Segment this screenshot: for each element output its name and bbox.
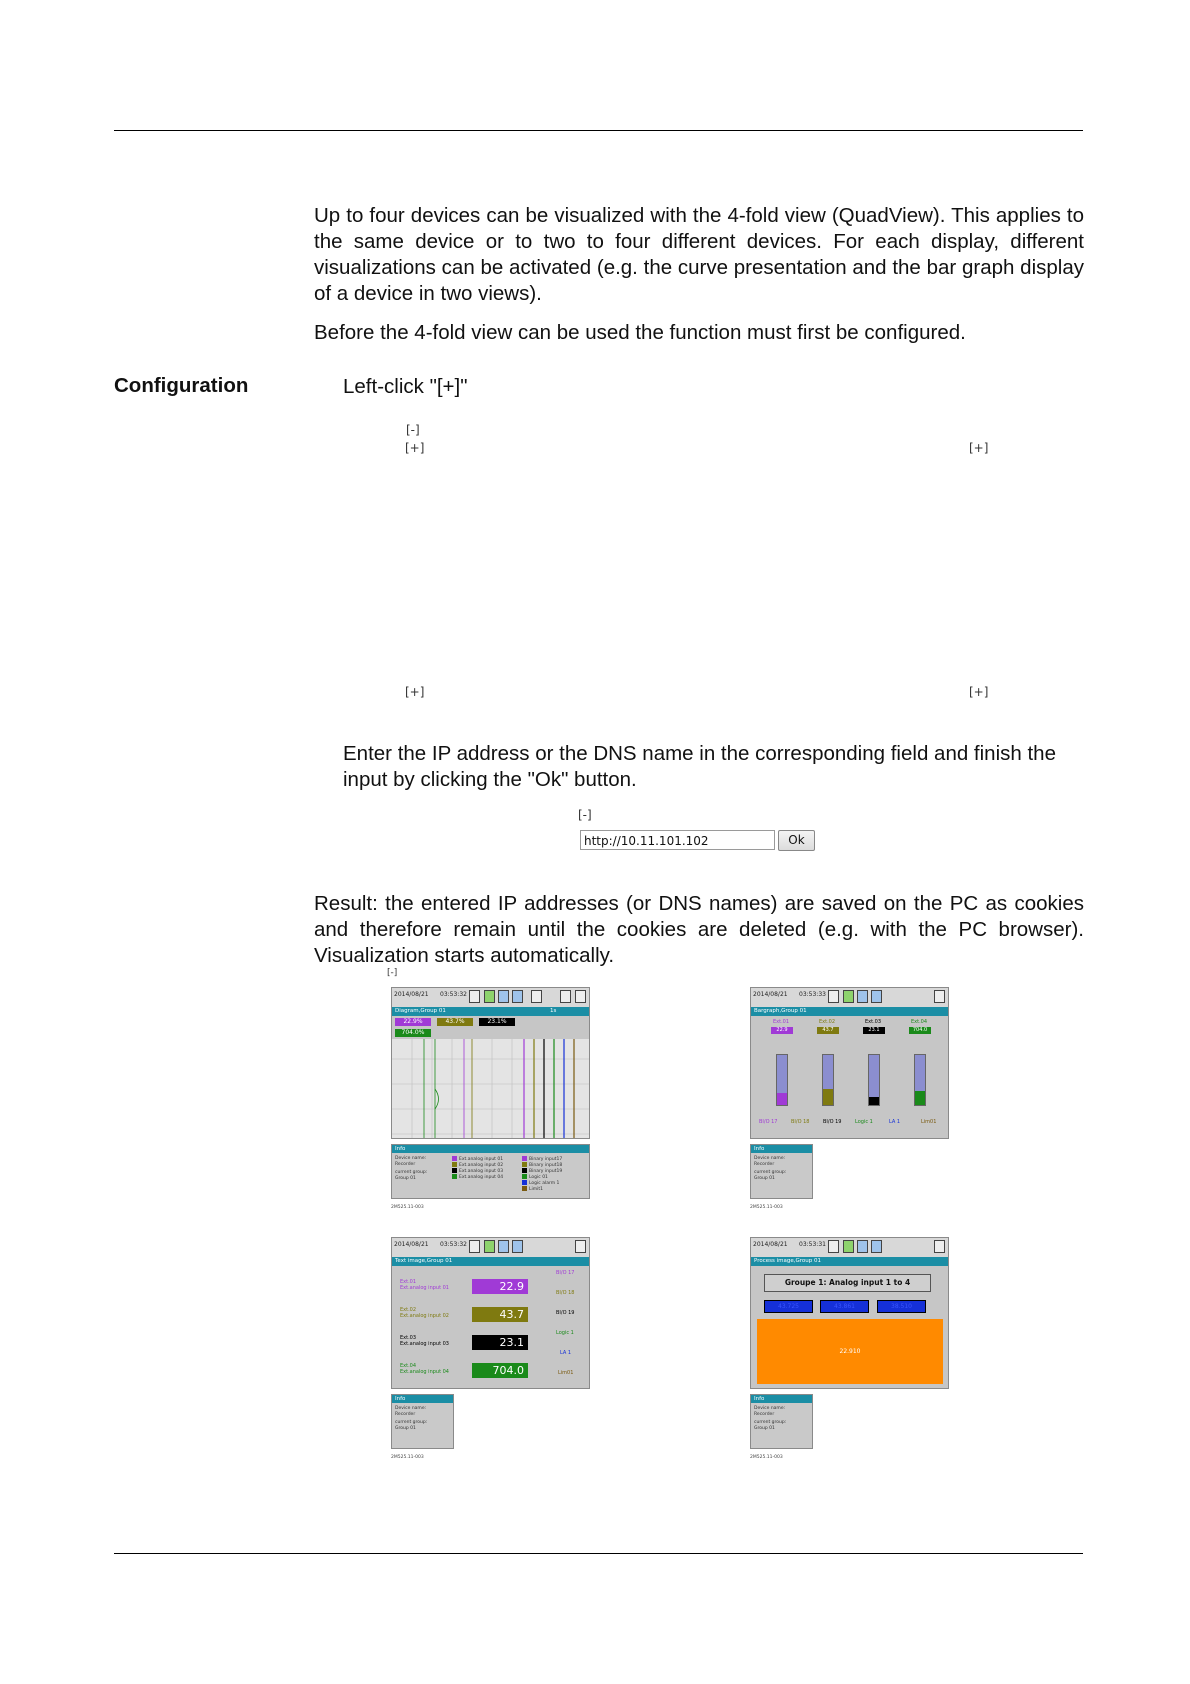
history-icon[interactable]	[531, 990, 542, 1003]
display-icon[interactable]	[857, 990, 868, 1003]
footer-rule	[114, 1553, 1083, 1554]
group-icon[interactable]	[871, 1240, 882, 1253]
bargraph-screen: 2014/08/21 03:53:33 Bargraph,Group 01 Ext.01 Ext.02 Ext.03 Ext.04 22.9 43.7 23.1 704.0 BI/O 17 BI/O 18 BI/O 19 Logic 1 LA 1 Lim01	[750, 987, 949, 1139]
diagram-value-4: 704.0%	[395, 1029, 431, 1037]
diagram-value-3: 23.1%	[479, 1018, 515, 1026]
text-value-2: 43.7	[472, 1307, 528, 1322]
text-value-4: 704.0	[472, 1363, 528, 1378]
text-image-footer: 2M525.11-003	[391, 1455, 424, 1460]
text-image-info: Info Device name: Recorder current group: Group 01	[391, 1394, 454, 1449]
panel-bargraph	[750, 987, 950, 1212]
alarm-icon[interactable]	[843, 990, 854, 1003]
text-image-toolbar: 2014/08/21 03:53:32	[392, 1238, 589, 1258]
group-icon[interactable]	[512, 1240, 523, 1253]
panel-diagram	[391, 987, 591, 1212]
add-view-top-right[interactable]: [+]	[969, 441, 989, 455]
group-icon[interactable]	[512, 990, 523, 1003]
text-image-screen: 2014/08/21 03:53:32 Text image,Group 01 Ext.01 Ext.analog input 01 Ext.02 Ext.analog input 02 Ext.03 Ext.analog input 03 Ext.04 Ext.analog input 04 22.9 43.7 23.1 704.0 BI/O 17 BI/O 18 BI/O 19 Logic 1 LA 1 Lim01	[391, 1237, 590, 1389]
diagram-footer: 2M525.11-003	[391, 1205, 424, 1210]
diagram-toolbar	[392, 988, 589, 1008]
process-image-toolbar: 2014/08/21 03:53:31	[751, 1238, 948, 1258]
bargraph-toolbar: 2014/08/21 03:53:33	[751, 988, 948, 1008]
memory-icon[interactable]	[828, 990, 839, 1003]
panel-process-image	[750, 1237, 950, 1462]
display-icon[interactable]	[498, 1240, 509, 1253]
group-next-icon[interactable]	[575, 990, 586, 1003]
add-view-bottom-left[interactable]: [+]	[405, 685, 425, 699]
diagram-info: Info Device name: Recorder current group: Group 01 Ext.analog input 01 Ext.analog input 02 Ext.analog input 03 Ext.analog input 04 Binary input17 Binary input18 Binary input19 Logic 01 Logic alarm 1 Limit1	[391, 1144, 590, 1199]
process-image-title: Process image,Group 01	[751, 1257, 948, 1266]
process-box-2: 43.861	[820, 1300, 869, 1313]
bargraph-info: Info Device name: Recorder current group: Group 01	[750, 1144, 813, 1199]
process-group-label: Groupe 1: Analog input 1 to 4	[764, 1274, 931, 1292]
display-icon[interactable]	[857, 1240, 868, 1253]
header-rule	[114, 130, 1083, 131]
memory-icon[interactable]	[828, 1240, 839, 1253]
step-enter-ip: Enter the IP address or the DNS name in the corresponding field and finish the input by clicking the "Ok" button.	[343, 742, 1056, 791]
process-orange-area: 22.910	[757, 1319, 943, 1384]
text-value-1: 22.9	[472, 1279, 528, 1294]
diagram-screen	[391, 987, 590, 1139]
text-value-3: 23.1	[472, 1335, 528, 1350]
configuration-heading: Configuration	[114, 374, 249, 397]
alarm-icon[interactable]	[843, 1240, 854, 1253]
diagram-plot	[392, 1039, 589, 1138]
process-box-1: 43.725	[764, 1300, 813, 1313]
panel-text-image	[391, 1237, 591, 1462]
group-next-icon[interactable]	[575, 1240, 586, 1253]
text-image-title: Text image,Group 01	[392, 1257, 589, 1266]
intro-paragraph-2: Before the 4-fold view can be used the function must first be configured.	[314, 321, 966, 344]
memory-icon[interactable]	[469, 1240, 480, 1253]
alarm-icon[interactable]	[484, 1240, 495, 1253]
quadview-collapse-toggle[interactable]: [-]	[387, 968, 398, 978]
step-left-click: Left-click "[+]"	[343, 375, 468, 398]
collapse-toggle[interactable]: [-]	[406, 423, 420, 437]
channel-icon[interactable]	[560, 990, 571, 1003]
process-image-screen	[750, 1237, 949, 1389]
add-view-bottom-right[interactable]: [+]	[969, 685, 989, 699]
process-image-footer: 2M525.11-003	[750, 1455, 783, 1460]
result-paragraph: Result: the entered IP addresses (or DNS names) are saved on the PC as cookies and therefore remain until the cookies are deleted (e.g. with the PC browser). Visualization starts automatically.	[314, 892, 1084, 967]
process-image-info: Info Device name: Recorder current group: Group 01	[750, 1394, 813, 1449]
ip-address-input[interactable]: http://10.11.101.102	[580, 830, 775, 850]
bargraph-footer: 2M525.11-003	[750, 1205, 783, 1210]
ok-button[interactable]: Ok	[778, 830, 815, 851]
display-icon[interactable]	[498, 990, 509, 1003]
memory-icon[interactable]	[469, 990, 480, 1003]
intro-paragraph-1: Up to four devices can be visualized with the 4-fold view (QuadView). This applies to the same device or to two to four different devices. For each display, different visualizations can be activated (e.g. the curve presentation and the bar graph display of a device in two views).	[314, 204, 1084, 305]
group-next-icon[interactable]	[934, 990, 945, 1003]
diagram-time: 03:53:32	[440, 991, 467, 998]
diagram-value-1: 22.9%	[395, 1018, 431, 1026]
ip-collapse-toggle[interactable]: [-]	[578, 808, 592, 822]
diagram-value-2: 43.7%	[437, 1018, 473, 1026]
diagram-date: 2014/08/21	[394, 991, 429, 998]
add-view-top-left[interactable]: [+]	[405, 441, 425, 455]
diagram-title: Diagram,Group 01 1s	[392, 1007, 589, 1016]
group-icon[interactable]	[871, 990, 882, 1003]
group-next-icon[interactable]	[934, 1240, 945, 1253]
process-box-3: 38.510	[877, 1300, 926, 1313]
alarm-icon[interactable]	[484, 990, 495, 1003]
bargraph-title: Bargraph,Group 01	[751, 1007, 948, 1016]
